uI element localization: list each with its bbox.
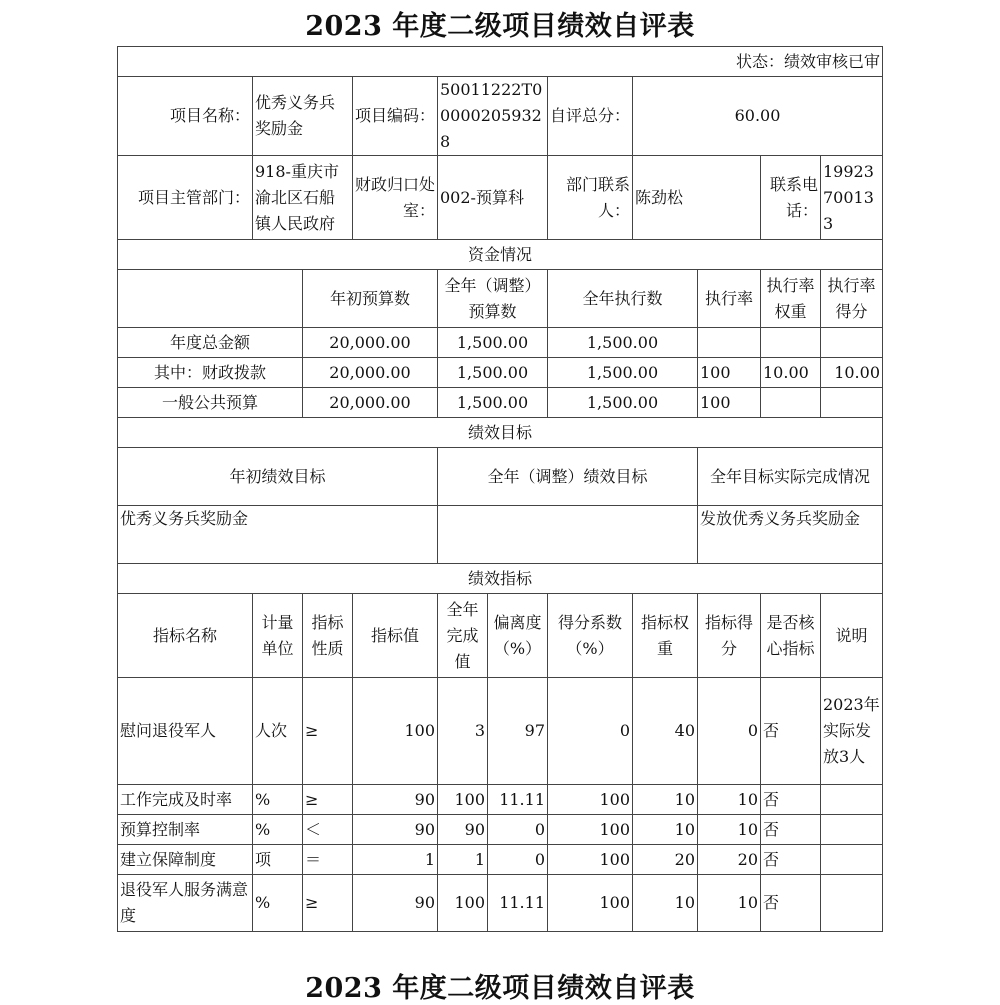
ind-deviation: 97 [488,678,548,785]
funds-row-rate: 100 [698,358,761,388]
ind-coef: 100 [548,815,633,845]
finance-office-label: 财政归口处室： [353,156,438,240]
funds-header-adjusted: 全年（调整）预算数 [438,270,548,328]
funds-row-score: 10.00 [821,358,883,388]
ind-name: 退役军人服务满意度 [118,875,253,932]
ind-header-nature: 指标性质 [303,594,353,678]
ind-header-name: 指标名称 [118,594,253,678]
table-row [118,388,883,418]
ind-actual: 1 [438,845,488,875]
ind-value: 1 [353,845,438,875]
ind-deviation: 11.11 [488,785,548,815]
project-code-label: 项目编码： [353,77,438,156]
ind-score: 10 [698,785,761,815]
ind-nature: ≥ [303,785,353,815]
funds-row-executed: 1,500.00 [548,328,698,358]
ind-value: 90 [353,875,438,932]
ind-weight: 10 [633,785,698,815]
funds-row-weight: 10.00 [761,358,821,388]
goals-section-header: 绩效目标 [118,418,883,448]
ind-unit: 项 [253,845,303,875]
ind-score: 10 [698,875,761,932]
ind-deviation: 11.11 [488,875,548,932]
table-row [118,785,883,815]
ind-nature: ＜ [303,815,353,845]
funds-row-weight [761,328,821,358]
ind-name: 建立保障制度 [118,845,253,875]
ind-core: 否 [761,845,821,875]
ind-header-actual: 全年完成值 [438,594,488,678]
funds-row-rate [698,328,761,358]
ind-note [821,845,883,875]
ind-value: 90 [353,785,438,815]
funds-row-rate: 100 [698,388,761,418]
ind-core: 否 [761,875,821,932]
project-code-value: 50011222T000002059328 [438,77,548,156]
contact-label: 部门联系人： [548,156,633,240]
funds-row-adjusted: 1,500.00 [438,388,548,418]
project-name-value: 优秀义务兵奖励金 [253,77,353,156]
ind-header-unit: 计量单位 [253,594,303,678]
funds-row-label: 其中：财政拨款 [118,358,303,388]
funds-row-initial: 20,000.00 [303,328,438,358]
ind-unit: % [253,815,303,845]
funds-row-label: 一般公共预算 [118,388,303,418]
ind-value: 90 [353,815,438,845]
ind-header-weight: 指标权重 [633,594,698,678]
goals-actual-value: 发放优秀义务兵奖励金 [698,506,883,564]
ind-core: 否 [761,785,821,815]
ind-header-note: 说明 [821,594,883,678]
goals-adjusted-value [438,506,698,564]
ind-header-coef: 得分系数（%） [548,594,633,678]
table-row [118,815,883,845]
ind-name: 工作完成及时率 [118,785,253,815]
indicators-section-header: 绩效指标 [118,564,883,594]
ind-header-value: 指标值 [353,594,438,678]
phone-value: 19923700133 [821,156,883,240]
ind-note [821,785,883,815]
funds-row-adjusted: 1,500.00 [438,328,548,358]
ind-actual: 100 [438,785,488,815]
ind-header-deviation: 偏离度（%） [488,594,548,678]
ind-actual: 100 [438,875,488,932]
phone-label: 联系电话： [761,156,821,240]
funds-row-executed: 1,500.00 [548,358,698,388]
table-row [118,845,883,875]
funds-row-executed: 1,500.00 [548,388,698,418]
funds-row-score [821,388,883,418]
ind-core: 否 [761,678,821,785]
status-text: 状态：绩效审核已审 [118,47,883,77]
funds-header-executed: 全年执行数 [548,270,698,328]
finance-office-value: 002-预算科 [438,156,548,240]
funds-row-label: 年度总金额 [118,328,303,358]
ind-coef: 100 [548,785,633,815]
ind-name: 预算控制率 [118,815,253,845]
ind-value: 100 [353,678,438,785]
contact-value: 陈劲松 [633,156,761,240]
ind-unit: % [253,875,303,932]
ind-weight: 10 [633,815,698,845]
goals-header-actual: 全年目标实际完成情况 [698,448,883,506]
ind-coef: 0 [548,678,633,785]
ind-score: 0 [698,678,761,785]
ind-weight: 10 [633,875,698,932]
ind-note [821,875,883,932]
table-row [118,328,883,358]
next-page-title: 2023 年度二级项目绩效自评表 [305,973,695,1004]
ind-score: 10 [698,815,761,845]
funds-row-weight [761,388,821,418]
dept-label: 项目主管部门： [118,156,253,240]
ind-nature: ≥ [303,875,353,932]
funds-header-blank [118,270,303,328]
ind-actual: 3 [438,678,488,785]
funds-header-rate: 执行率 [698,270,761,328]
goals-header-initial: 年初绩效目标 [118,448,438,506]
funds-header-weight: 执行率权重 [761,270,821,328]
funds-row-score [821,328,883,358]
ind-unit: 人次 [253,678,303,785]
ind-unit: % [253,785,303,815]
ind-nature: ＝ [303,845,353,875]
table-row [118,875,883,932]
ind-note: 2023年实际发放3人 [821,678,883,785]
funds-row-initial: 20,000.00 [303,358,438,388]
ind-nature: ≥ [303,678,353,785]
ind-header-score: 指标得分 [698,594,761,678]
dept-value: 918-重庆市渝北区石船镇人民政府 [253,156,353,240]
funds-header-score: 执行率得分 [821,270,883,328]
ind-note [821,815,883,845]
ind-score: 20 [698,845,761,875]
project-name-label: 项目名称： [118,77,253,156]
table-row [118,358,883,388]
funds-row-adjusted: 1,500.00 [438,358,548,388]
ind-weight: 40 [633,678,698,785]
funds-header-initial: 年初预算数 [303,270,438,328]
self-score-label: 自评总分： [548,77,633,156]
page-title: 2023 年度二级项目绩效自评表 [305,11,695,42]
performance-table [117,46,883,932]
funds-section-header: 资金情况 [118,240,883,270]
ind-name: 慰问退役军人 [118,678,253,785]
goals-initial-value: 优秀义务兵奖励金 [118,506,438,564]
goals-header-adjusted: 全年（调整）绩效目标 [438,448,698,506]
ind-core: 否 [761,815,821,845]
funds-row-initial: 20,000.00 [303,388,438,418]
self-score-value: 60.00 [633,77,883,156]
ind-coef: 100 [548,875,633,932]
ind-actual: 90 [438,815,488,845]
ind-coef: 100 [548,845,633,875]
ind-deviation: 0 [488,815,548,845]
ind-header-core: 是否核心指标 [761,594,821,678]
table-row [118,678,883,785]
ind-deviation: 0 [488,845,548,875]
ind-weight: 20 [633,845,698,875]
